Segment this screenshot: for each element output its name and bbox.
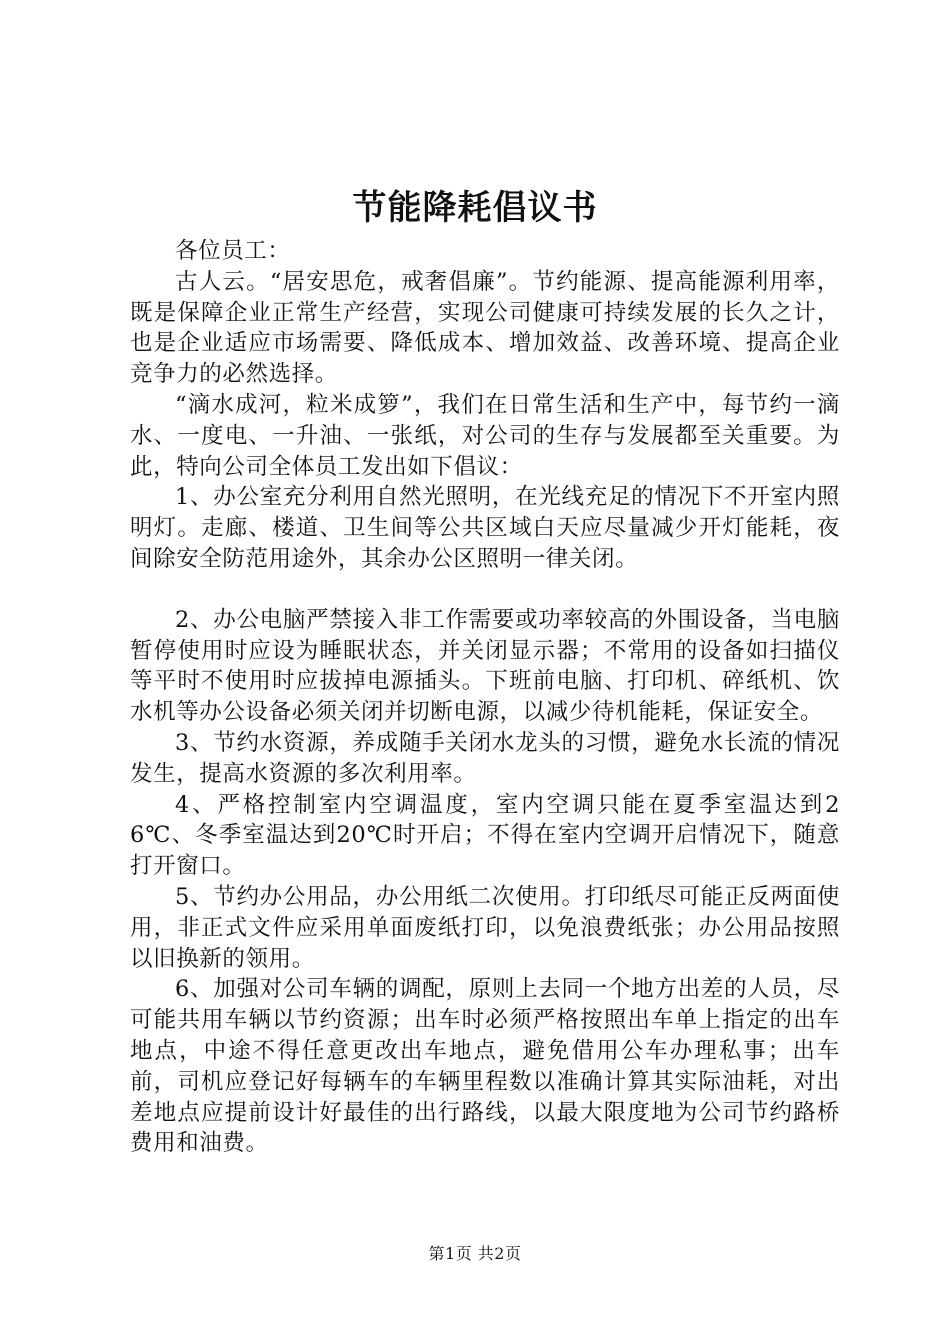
document-body [130,236,840,1159]
paragraph-proposal: “滴水成河，粒米成箩”，我们在日常生活和生产中，每节约一滴水、一度电、一升油、一张纸，对公司的生存与发展都至关重要。为此，特向公司全体员工发出如下倡议： [130,391,840,480]
paragraph-item-4: 4、严格控制室内空调温度，室内空调只能在夏季室温达到26℃、冬季室温达到20℃时开启；不得在室内空调开启情况下，随意打开窗口。 [130,791,840,880]
page-footer: 第1页 共2页 [428,1244,522,1263]
paragraph-item-6: 6、加强对公司车辆的调配，原则上去同一个地方出差的人员，尽可能共用车辆以节约资源；出车时必须严格按照出车单上指定的出车地点，中途不得任意更改出车地点，避免借用公车办理私事；出车前，司机应登记好每辆车的车辆里程数以准确计算其实际油耗，对出差地点应提前设计好最佳的出行路线，以最大限度地为公司节约路桥费用和油费。 [130,976,840,1157]
paragraph-item-2: 2、办公电脑严禁接入非工作需要或功率较高的外围设备，当电脑暂停使用时应设为睡眠状态，并关闭显示器；不常用的设备如扫描仪等平时不使用时应拔掉电源插头。下班前电脑、打印机、碎纸机、饮水机等办公设备必须关闭并切断电源，以减少待机能耗，保证安全。 [130,606,840,726]
document-title: 节能降耗倡议书 [352,188,598,228]
paragraph-item-1: 1、办公室充分利用自然光照明，在光线充足的情况下不开室内照明灯。走廊、楼道、卫生间等公共区域白天应尽量减少开灯能耗，夜间除安全防范用途外，其余办公区照明一律关闭。 [130,484,840,572]
paragraph-intro: 古人云。“居安思危，戒奢倡廉”。节约能源、提高能源利用率，既是保障企业正常生产经营，实现公司健康可持续发展的长久之计，也是企业适应市场需要、降低成本、增加效益、改善环境、提高企业竞争力的必然选择。 [130,268,840,388]
paragraph-item-5: 5、节约办公用品，办公用纸二次使用。打印纸尽可能正反两面使用，非正式文件应采用单面废纸打印，以免浪费纸张；办公用品按照以旧换新的领用。 [130,883,840,972]
paragraph-item-3: 3、节约水资源，养成随手关闭水龙头的习惯，避免水长流的情况发生，提高水资源的多次利用率。 [130,729,840,787]
salutation: 各位员工： [175,238,291,264]
